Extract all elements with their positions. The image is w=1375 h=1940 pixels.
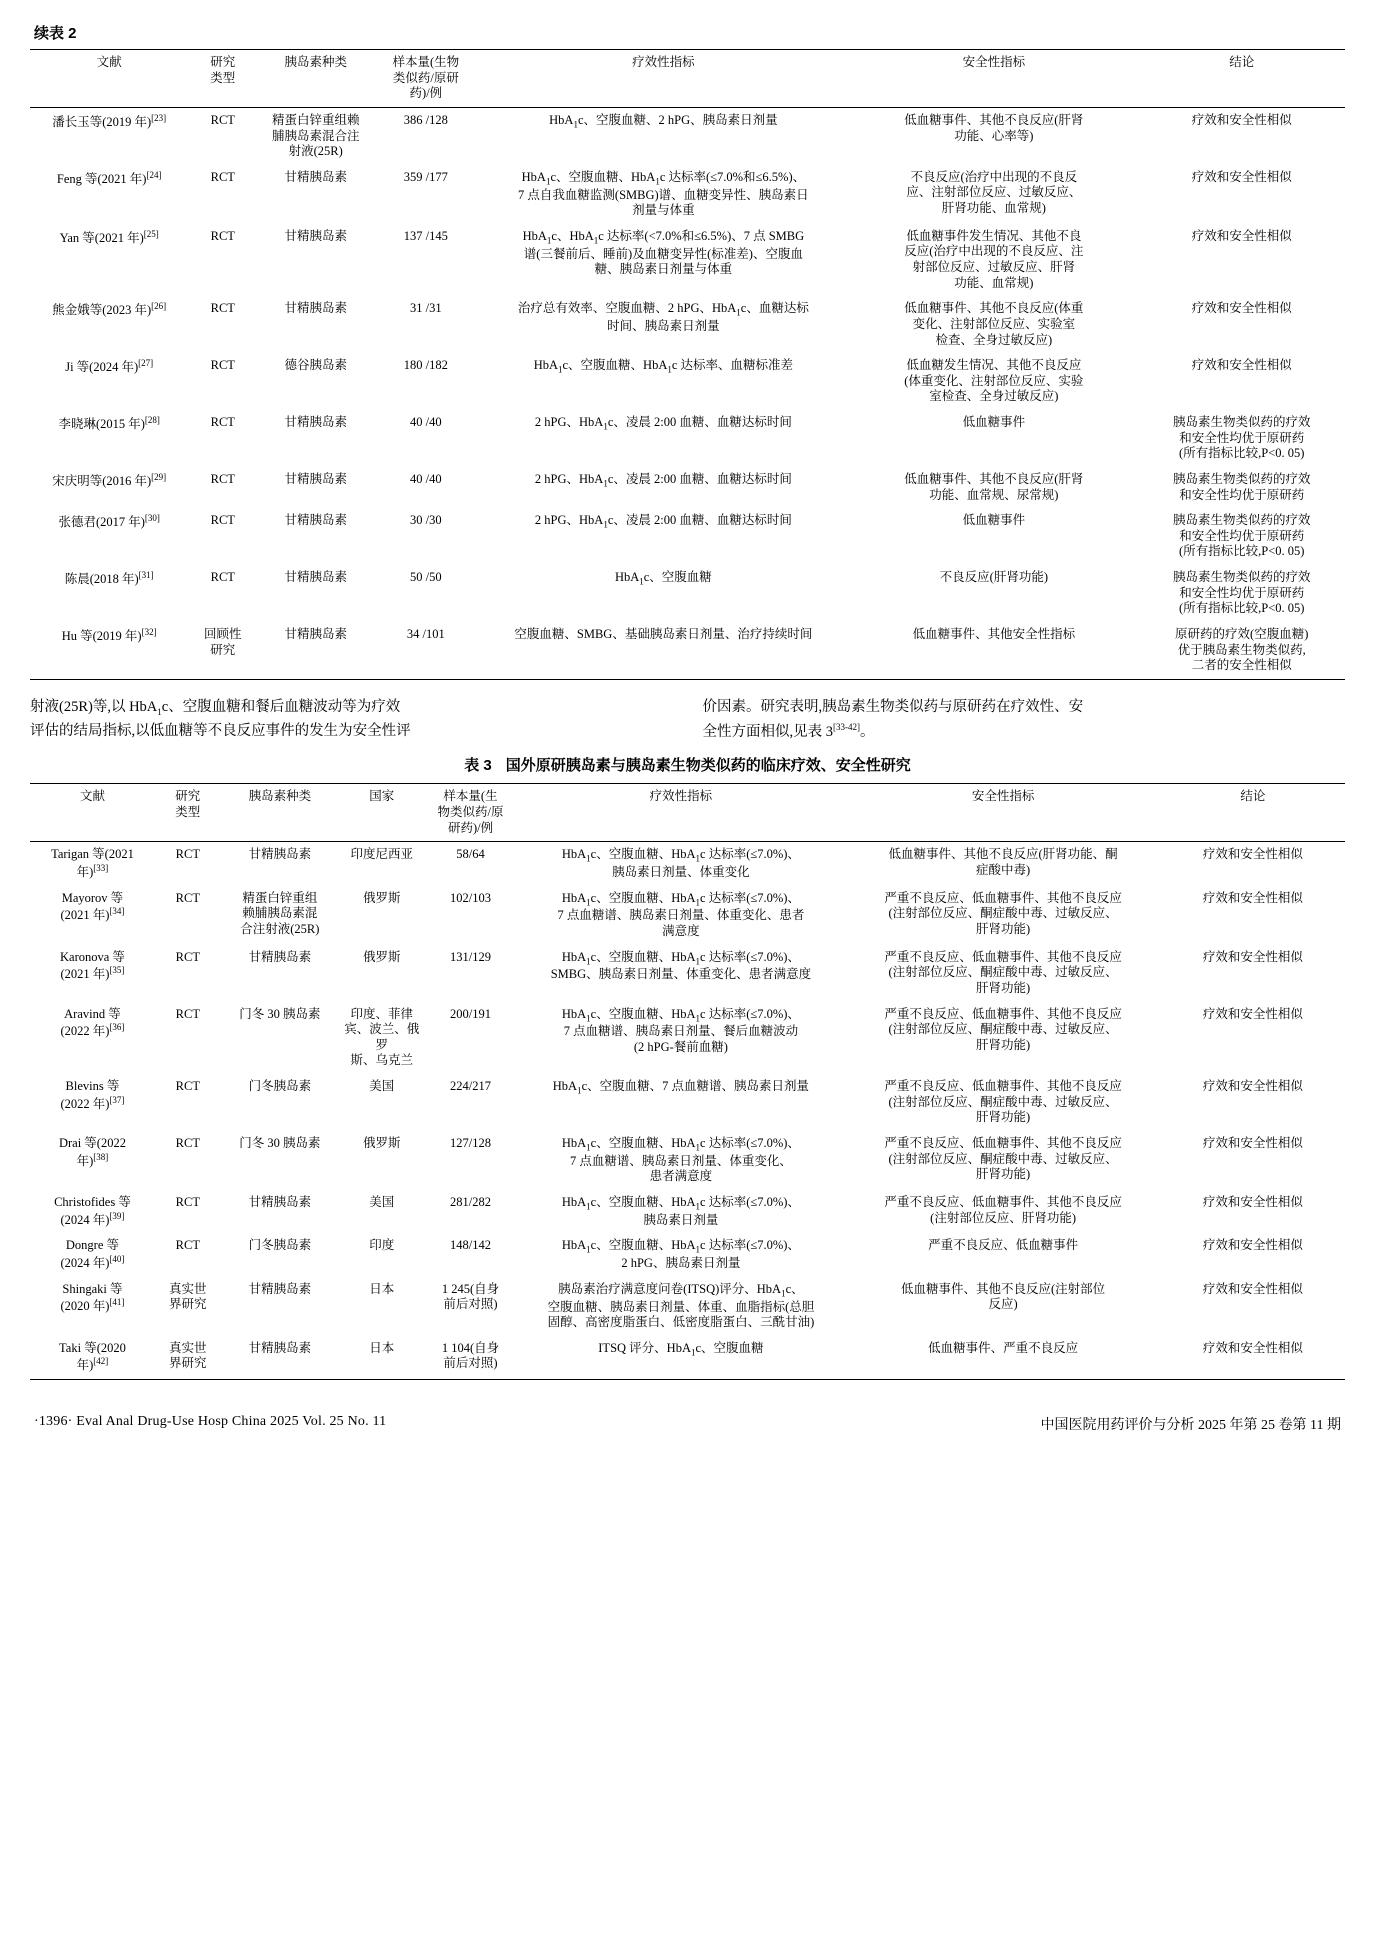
cell-safety: 严重不良反应、低血糖事件、其他不良反应 (注射部位反应、酮症酸中毒、过敏反应、 肝肾功能) bbox=[884, 890, 1122, 936]
cell-conclusion: 胰岛素生物类似药的疗效 和安全性均优于原研药 (所有指标比较,P<0. 05) bbox=[1172, 570, 1311, 616]
th-study-type: 研究 类型 bbox=[188, 50, 257, 108]
table-row bbox=[30, 1131, 1345, 1190]
cell-study-type: RCT bbox=[210, 513, 235, 528]
cell-efficacy: HbA$_1$c、空腹血糖、HbA$_1$c 达标率(≤7.0%)、 胰岛素日剂量、体重变化 bbox=[517, 842, 846, 886]
footer-right: 中国医院用药评价与分析 2025 年第 25 卷第 11 期 bbox=[1040, 1418, 1341, 1434]
cell-insulin-type: 门冬 30 胰岛素 bbox=[239, 1135, 321, 1150]
table-row bbox=[30, 107, 1345, 164]
cell-study-type: RCT bbox=[210, 301, 235, 316]
table-row bbox=[30, 1190, 1345, 1233]
cell-sample-size: 200/191 bbox=[450, 1006, 491, 1021]
cell-efficacy: 2 hPG、HbA$_1$c、凌晨 2:00 血糖、血糖达标时间 bbox=[534, 513, 792, 530]
cell-study-type: RCT bbox=[175, 949, 200, 964]
th-safety: 安全性指标 bbox=[849, 50, 1138, 108]
cell-efficacy: HbA$_1$c、空腹血糖、HbA$_1$c 达标率(≤7.0%和≤6.5%)、 7 点自我血糖监测(SMBG)谱、血糖变异性、胰岛素日 剂量与体重 bbox=[518, 169, 809, 218]
cell-sample-size: 34 /101 bbox=[374, 622, 477, 679]
cell-study-type: RCT bbox=[175, 1006, 200, 1021]
cell-conclusion: 疗效和安全性相似 bbox=[1161, 1336, 1345, 1380]
cell-conclusion: 胰岛素生物类似药的疗效 和安全性均优于原研药 bbox=[1172, 471, 1311, 502]
cell-conclusion: 疗效和安全性相似 bbox=[1202, 1194, 1303, 1209]
cell-sample-size: 102/103 bbox=[450, 890, 491, 905]
table-row bbox=[30, 886, 1345, 945]
cell-conclusion: 疗效和安全性相似 bbox=[1202, 1079, 1303, 1094]
cell-country: 印度 bbox=[369, 1238, 395, 1253]
cell-efficacy: 治疗总有效率、空腹血糖、2 hPG、HbA$_1$c、血糖达标 时间、胰岛素日剂量 bbox=[517, 301, 809, 333]
cell-sample-size: 131/129 bbox=[450, 949, 491, 964]
cell-safety: 严重不良反应、低血糖事件、其他不良反应 (注射部位反应、肝肾功能) bbox=[884, 1194, 1122, 1225]
cell-sample-size: 180 /182 bbox=[403, 358, 448, 373]
table-row bbox=[30, 508, 1345, 565]
cell-literature: Karonova 等 (2021 年)[35] bbox=[60, 949, 125, 982]
cell-conclusion: 疗效和安全性相似 bbox=[1191, 169, 1292, 184]
cell-safety: 低血糖事件 bbox=[962, 513, 1026, 528]
cell-literature: Dongre 等 (2024 年)[40] bbox=[60, 1238, 125, 1271]
table-row bbox=[30, 945, 1345, 1002]
cell-safety: 严重不良反应、低血糖事件、其他不良反应 (注射部位反应、酮症酸中毒、过敏反应、 肝肾功能) bbox=[884, 949, 1122, 995]
cell-literature: Ji 等(2024 年)[27] bbox=[65, 358, 154, 375]
cell-efficacy: 2 hPG、HbA$_1$c、凌晨 2:00 血糖、血糖达标时间 bbox=[534, 415, 792, 432]
cell-efficacy: ITSQ 评分、HbA$_1$c、空腹血糖 bbox=[517, 1336, 846, 1380]
cell-safety: 低血糖事件 bbox=[962, 415, 1026, 429]
table-row bbox=[30, 842, 1345, 886]
cell-study-type: RCT bbox=[175, 890, 200, 905]
table-row bbox=[30, 353, 1345, 410]
cell-safety: 低血糖事件、其他不良反应(注射部位 反应) bbox=[900, 1281, 1106, 1312]
table-row bbox=[30, 165, 1345, 224]
cell-safety: 低血糖事件、其他不良反应(肝肾功能、酮 症酸中毒) bbox=[845, 842, 1161, 886]
cell-efficacy: HbA$_1$c、空腹血糖、HbA$_1$c 达标率(≤7.0%)、 胰岛素日剂量 bbox=[561, 1194, 800, 1227]
cell-sample-size: 386 /128 bbox=[374, 107, 477, 164]
footer-left: ·1396· Eval Anal Drug-Use Hosp China 2025 Vol. 25 No. 11 bbox=[34, 1414, 387, 1430]
th-sample-size: 样本量(生物 类似药/原研 药)/例 bbox=[374, 50, 477, 108]
cell-literature: Christofides 等 (2024 年)[39] bbox=[54, 1194, 131, 1227]
th3-country: 国家 bbox=[339, 784, 424, 842]
table-row bbox=[30, 565, 1345, 622]
table-3-caption bbox=[30, 754, 1345, 775]
table-row bbox=[30, 1002, 1345, 1075]
table-row bbox=[30, 296, 1345, 353]
cell-literature: Yan 等(2021 年)[25] bbox=[59, 228, 159, 245]
cell-efficacy: HbA$_1$c、空腹血糖 bbox=[614, 570, 712, 587]
cell-efficacy: HbA$_1$c、空腹血糖、HbA$_1$c 达标率(≤7.0%)、 SMBG、胰岛素日剂量、体重变化、患者满意度 bbox=[550, 949, 812, 982]
cell-country: 美国 bbox=[369, 1079, 395, 1094]
table-3-head bbox=[30, 784, 1345, 842]
cell-study-type: RCT bbox=[175, 1079, 200, 1094]
table-row bbox=[30, 1336, 1345, 1380]
cell-efficacy: HbA$_1$c、空腹血糖、HbA$_1$c 达标率(≤7.0%)、 7 点血糖谱、胰岛素日剂量、体重变化、 患者满意度 bbox=[561, 1135, 800, 1184]
cell-safety: 低血糖事件、其他不良反应(肝肾 功能、血常规、尿常规) bbox=[904, 471, 1084, 502]
cell-safety: 低血糖事件、严重不良反应 bbox=[845, 1336, 1161, 1380]
cell-study-type: RCT bbox=[210, 415, 235, 429]
cell-literature: Aravind 等 (2022 年)[36] bbox=[60, 1006, 125, 1039]
body-col-right: 价因素。研究表明,胰岛素生物类似药与原研药在疗效性、安 全性方面相似,见表 3[33-42]。 bbox=[702, 698, 1084, 740]
cell-conclusion: 疗效和安全性相似 bbox=[1202, 1006, 1303, 1021]
cell-sample-size: 137 /145 bbox=[403, 228, 448, 243]
cell-sample-size: 1 104(自身 前后对照) bbox=[424, 1336, 516, 1380]
table-3 bbox=[30, 783, 1345, 1380]
cell-insulin-type: 精蛋白锌重组 赖脯胰岛素混 合注射液(25R) bbox=[240, 890, 320, 936]
cell-study-type: RCT bbox=[210, 570, 235, 584]
table-row bbox=[30, 1074, 1345, 1131]
cell-country: 美国 bbox=[369, 1194, 395, 1209]
cell-insulin-type: 甘精胰岛素 bbox=[221, 842, 339, 886]
cell-sample-size: 359 /177 bbox=[403, 169, 448, 184]
cell-sample-size: 1 245(自身 前后对照) bbox=[441, 1281, 500, 1312]
th-efficacy: 疗效性指标 bbox=[477, 50, 849, 108]
cell-sample-size: 50 /50 bbox=[410, 570, 442, 584]
cell-insulin-type: 甘精胰岛素 bbox=[284, 471, 347, 486]
cell-sample-size: 40 /40 bbox=[410, 471, 442, 486]
cell-sample-size: 148/142 bbox=[450, 1238, 491, 1253]
cell-insulin-type: 甘精胰岛素 bbox=[248, 949, 312, 964]
cell-literature: Hu 等(2019 年)[32] bbox=[30, 622, 188, 679]
cell-country: 俄罗斯 bbox=[362, 1135, 401, 1150]
cell-literature: 熊金娥等(2023 年)[26] bbox=[52, 301, 167, 318]
cell-study-type: RCT bbox=[210, 358, 235, 373]
cell-conclusion: 胰岛素生物类似药的疗效 和安全性均优于原研药 (所有指标比较,P<0. 05) bbox=[1172, 513, 1311, 559]
cell-efficacy: 胰岛素治疗满意度问卷(ITSQ)评分、HbA$_1$c、 空腹血糖、胰岛素日剂量、体重、血脂指标(总胆 固醇、高密度脂蛋白、低密度脂蛋白、三酰甘油) bbox=[547, 1281, 815, 1330]
th3-study-type: 研究 类型 bbox=[155, 784, 221, 842]
th3-sample-size: 样本量(生 物类似药/原 研药)/例 bbox=[424, 784, 516, 842]
cell-literature: Feng 等(2021 年)[24] bbox=[56, 169, 162, 186]
cell-safety: 不良反应(治疗中出现的不良反 应、注射部位反应、过敏反应、 肝肾功能、血常规) bbox=[906, 169, 1082, 215]
th3-efficacy: 疗效性指标 bbox=[517, 784, 846, 842]
th-conclusion: 结论 bbox=[1138, 50, 1345, 108]
cell-safety: 低血糖事件、其他不良反应(体重 变化、注射部位反应、实验室 检查、全身过敏反应) bbox=[904, 301, 1084, 347]
cell-safety: 严重不良反应、低血糖事件、其他不良反应 (注射部位反应、酮症酸中毒、过敏反应、 肝肾功能) bbox=[884, 1079, 1122, 1125]
cell-safety: 严重不良反应、低血糖事件、其他不良反应 (注射部位反应、酮症酸中毒、过敏反应、 肝肾功能) bbox=[884, 1006, 1122, 1052]
cell-literature: 张德君(2017 年)[30] bbox=[58, 513, 160, 530]
th-literature: 文献 bbox=[30, 50, 188, 108]
cell-literature: Blevins 等 (2022 年)[37] bbox=[60, 1079, 125, 1111]
cell-country: 印度尼西亚 bbox=[339, 842, 424, 886]
cell-literature: 陈晨(2018 年)[31] bbox=[64, 570, 154, 587]
cell-study-type: RCT bbox=[175, 1238, 200, 1253]
table-row bbox=[30, 1233, 1345, 1276]
cell-conclusion: 疗效和安全性相似 bbox=[1202, 949, 1303, 964]
cell-literature: Mayorov 等 (2021 年)[34] bbox=[60, 890, 125, 923]
table-row bbox=[30, 467, 1345, 508]
cell-sample-size: 224/217 bbox=[450, 1079, 491, 1094]
cell-insulin-type: 甘精胰岛素 bbox=[257, 622, 374, 679]
cell-safety: 低血糖事件、其他安全性指标 bbox=[849, 622, 1138, 679]
table-3-label: 表 3 bbox=[464, 757, 492, 775]
cell-efficacy: 2 hPG、HbA$_1$c、凌晨 2:00 血糖、血糖达标时间 bbox=[534, 471, 792, 489]
cell-insulin-type: 门冬胰岛素 bbox=[248, 1079, 312, 1094]
table-2-body bbox=[30, 107, 1345, 679]
cell-efficacy: HbA$_1$c、空腹血糖、HbA$_1$c 达标率(≤7.0%)、 2 hPG、胰岛素日剂量 bbox=[561, 1238, 800, 1271]
table-2 bbox=[30, 49, 1345, 680]
cell-insulin-type: 甘精胰岛素 bbox=[284, 301, 347, 316]
cell-study-type: RCT bbox=[210, 169, 235, 184]
cell-conclusion: 疗效和安全性相似 bbox=[1191, 358, 1292, 373]
cell-insulin-type: 甘精胰岛素 bbox=[284, 415, 347, 429]
cell-conclusion: 疗效和安全性相似 bbox=[1202, 1281, 1303, 1296]
cell-study-type: RCT bbox=[210, 471, 235, 486]
cell-insulin-type: 门冬 30 胰岛素 bbox=[239, 1006, 321, 1021]
cell-study-type: 真实世 界研究 bbox=[169, 1281, 207, 1312]
cell-literature: 潘长玉等(2019 年)[23] bbox=[30, 107, 188, 164]
cell-efficacy: 空腹血糖、SMBG、基础胰岛素日剂量、治疗持续时间 bbox=[477, 622, 849, 679]
cell-conclusion: 疗效和安全性相似 bbox=[1191, 301, 1292, 316]
cell-insulin-type: 甘精胰岛素 bbox=[284, 169, 347, 184]
cell-country: 日本 bbox=[369, 1281, 395, 1296]
cell-safety: 严重不良反应、低血糖事件 bbox=[928, 1238, 1079, 1253]
cell-study-type: RCT bbox=[175, 1135, 200, 1150]
cell-conclusion: 疗效和安全性相似 bbox=[1138, 107, 1345, 164]
cell-conclusion: 原研药的疗效(空腹血糖) 优于胰岛素生物类似药, 二者的安全性相似 bbox=[1138, 622, 1345, 679]
table-3-body bbox=[30, 842, 1345, 1380]
cell-safety: 低血糖事件发生情况、其他不良 反应(治疗中出现的不良反应、注 射部位反应、过敏反应、肝肾 功能、血常规) bbox=[904, 228, 1084, 290]
th3-safety: 安全性指标 bbox=[845, 784, 1161, 842]
cell-efficacy: HbA$_1$c、空腹血糖、2 hPG、胰岛素日剂量 bbox=[477, 107, 849, 164]
table-row bbox=[30, 622, 1345, 679]
cell-conclusion: 疗效和安全性相似 bbox=[1202, 1135, 1303, 1150]
body-col-left: 射液(25R)等,以 HbA$_1$c、空腹血糖和餐后血糖波动等为疗效 评估的结局指标,以低血糖等不良反应事件的发生为安全性评 bbox=[30, 698, 411, 739]
table-3-title: 国外原研胰岛素与胰岛素生物类似药的临床疗效、安全性研究 bbox=[505, 757, 911, 775]
cell-country: 日本 bbox=[339, 1336, 424, 1380]
cell-safety: 严重不良反应、低血糖事件、其他不良反应 (注射部位反应、酮症酸中毒、过敏反应、 肝肾功能) bbox=[884, 1135, 1122, 1182]
cell-study-type: 回顾性 研究 bbox=[188, 622, 257, 679]
body-paragraph-columns bbox=[30, 696, 1345, 745]
cell-insulin-type: 甘精胰岛素 bbox=[221, 1336, 339, 1380]
cell-sample-size: 40 /40 bbox=[410, 415, 442, 429]
cell-efficacy: HbA$_1$c、空腹血糖、7 点血糖谱、胰岛素日剂量 bbox=[552, 1079, 810, 1096]
cell-conclusion: 胰岛素生物类似药的疗效 和安全性均优于原研药 (所有指标比较,P<0. 05) bbox=[1172, 415, 1311, 461]
continued-table-label: 续表 2 bbox=[34, 25, 77, 42]
th3-insulin-type: 胰岛素种类 bbox=[221, 784, 339, 842]
cell-sample-size: 127/128 bbox=[450, 1135, 491, 1150]
cell-insulin-type: 甘精胰岛素 bbox=[284, 570, 347, 584]
cell-insulin-type: 甘精胰岛素 bbox=[248, 1194, 312, 1209]
cell-safety: 低血糖发生情况、其他不良反应 (体重变化、注射部位反应、实验 室检查、全身过敏反应) bbox=[904, 358, 1084, 404]
table-row bbox=[30, 1277, 1345, 1336]
cell-country: 俄罗斯 bbox=[362, 890, 401, 905]
cell-efficacy: HbA$_1$c、空腹血糖、HbA$_1$c 达标率、血糖标准差 bbox=[533, 358, 794, 375]
cell-sample-size: 281/282 bbox=[450, 1194, 491, 1209]
cell-literature: 李晓琳(2015 年)[28] bbox=[58, 415, 160, 432]
cell-insulin-type: 精蛋白锌重组赖 脯胰岛素混合注 射液(25R) bbox=[257, 107, 374, 164]
cell-insulin-type: 甘精胰岛素 bbox=[284, 513, 347, 528]
cell-conclusion: 疗效和安全性相似 bbox=[1161, 842, 1345, 886]
cell-literature: Drai 等(2022 年)[38] bbox=[58, 1135, 126, 1168]
cell-literature: 宋庆明等(2016 年)[29] bbox=[52, 471, 167, 489]
th3-conclusion: 结论 bbox=[1161, 784, 1345, 842]
cell-sample-size: 58/64 bbox=[424, 842, 516, 886]
cell-literature: Tarigan 等(2021 年)[33] bbox=[30, 842, 155, 886]
cell-insulin-type: 甘精胰岛素 bbox=[248, 1281, 312, 1296]
cell-safety: 不良反应(肝肾功能) bbox=[939, 570, 1048, 584]
cell-conclusion: 疗效和安全性相似 bbox=[1202, 1238, 1303, 1253]
cell-literature: Shingaki 等 (2020 年)[41] bbox=[60, 1281, 125, 1314]
table-2-head bbox=[30, 50, 1345, 108]
cell-sample-size: 31 /31 bbox=[410, 301, 442, 316]
th3-literature: 文献 bbox=[30, 784, 155, 842]
cell-insulin-type: 门冬胰岛素 bbox=[248, 1238, 312, 1253]
cell-efficacy: HbA$_1$c、空腹血糖、HbA$_1$c 达标率(≤7.0%)、 7 点血糖谱、胰岛素日剂量、体重变化、患者 满意度 bbox=[557, 890, 805, 939]
page-footer bbox=[30, 1406, 1345, 1448]
cell-study-type: RCT bbox=[188, 107, 257, 164]
cell-insulin-type: 德谷胰岛素 bbox=[284, 358, 347, 373]
cell-study-type: RCT bbox=[155, 842, 221, 886]
cell-study-type: RCT bbox=[210, 228, 235, 243]
cell-study-type: 真实世 界研究 bbox=[155, 1336, 221, 1380]
cell-insulin-type: 甘精胰岛素 bbox=[284, 228, 347, 243]
cell-sample-size: 30 /30 bbox=[410, 513, 442, 528]
cell-efficacy: HbA$_1$c、HbA$_1$c 达标率(<7.0%和≤6.5%)、7 点 SMBG 谱(三餐前后、睡前)及血糖变异性(标准差)、空腹血 糖、胰岛素日剂量与体重 bbox=[522, 228, 805, 277]
cell-literature: Taki 等(2020 年)[42] bbox=[30, 1336, 155, 1380]
table-row bbox=[30, 224, 1345, 297]
cell-safety: 低血糖事件、其他不良反应(肝肾 功能、心率等) bbox=[849, 107, 1138, 164]
cell-conclusion: 疗效和安全性相似 bbox=[1191, 228, 1292, 243]
table-row bbox=[30, 410, 1345, 467]
cell-country: 印度、菲律 宾、波兰、俄罗 斯、乌克兰 bbox=[344, 1006, 420, 1068]
cell-conclusion: 疗效和安全性相似 bbox=[1202, 890, 1303, 905]
th-insulin-type: 胰岛素种类 bbox=[257, 50, 374, 108]
cell-efficacy: HbA$_1$c、空腹血糖、HbA$_1$c 达标率(≤7.0%)、 7 点血糖谱、胰岛素日剂量、餐后血糖波动 (2 hPG-餐前血糖) bbox=[561, 1006, 800, 1054]
cell-study-type: RCT bbox=[175, 1194, 200, 1209]
cell-country: 俄罗斯 bbox=[362, 949, 401, 964]
